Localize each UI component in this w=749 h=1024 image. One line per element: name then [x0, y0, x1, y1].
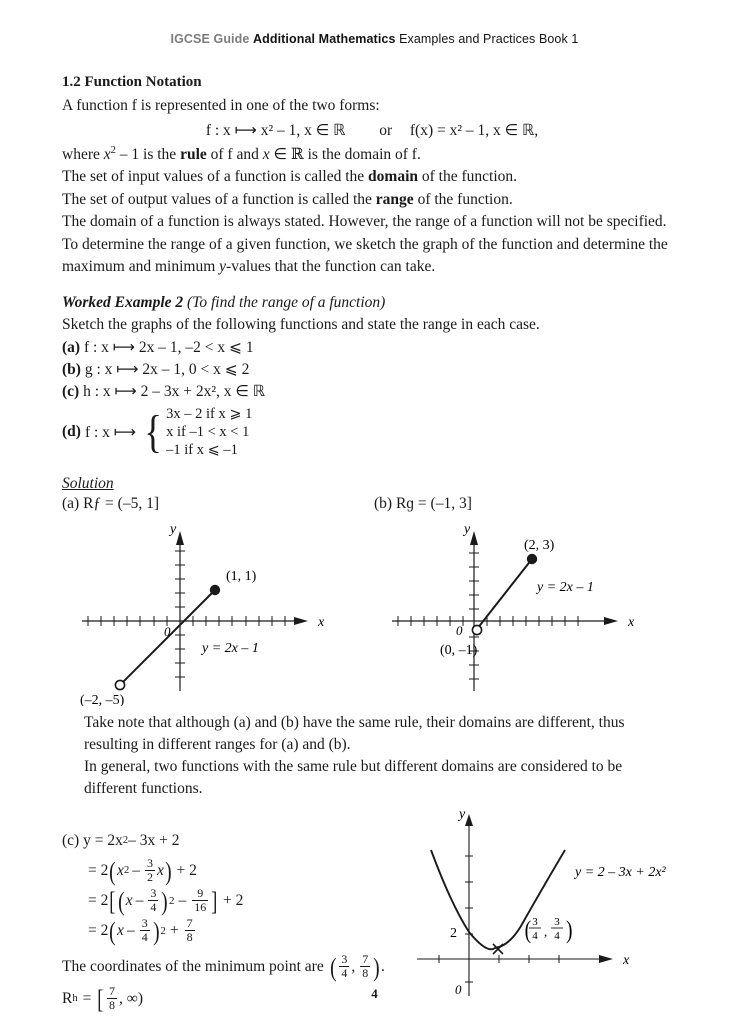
svg-text:,: ,: [544, 924, 548, 939]
graph-c-origin-label: 0: [455, 982, 462, 997]
worked-example-label: Worked Example 2: [62, 293, 184, 311]
graph-b-origin-label: 0: [456, 623, 463, 638]
part-c-line-3-x: x: [125, 892, 133, 909]
domain-definition-line: The set of input values of a function is called the domain of the function.: [62, 168, 518, 185]
part-c-line-3-lead: = 2: [88, 892, 109, 909]
equation-mapsto-form: f : x ⟼ x² – 1, x ∈ ℝ: [205, 121, 346, 139]
header-subject: Additional Mathematics: [253, 32, 396, 46]
fraction-nine-sixteenths: $\frac{9}{16}$: [194, 885, 207, 914]
svg-text:3: 3: [554, 916, 560, 928]
open-endpoint-marker: [472, 625, 481, 634]
paragraph-line-1: The domain of a function is always stated. However, the range of a function will not be specified.: [62, 213, 667, 230]
fraction-three-quarters: $\frac{3}{4}$: [150, 885, 157, 914]
part-c-line-1: (c) y = 2x 2 – 3x + 2: [62, 826, 392, 856]
answer-a: (a) Rƒ = (–5, 1]: [62, 495, 159, 512]
note-line-3: In general, two functions with the same rule but different domains are considered to be: [84, 758, 623, 775]
header-book-series: IGCSE Guide: [170, 32, 250, 46]
minimum-x-fraction: $\frac{3}{4}$: [341, 952, 348, 980]
part-c-line-1-rest: – 3x + 2: [128, 832, 180, 849]
item-d-label: (d): [62, 423, 81, 440]
graph-b: [382, 521, 662, 711]
page-header: [0, 32, 749, 46]
minimum-y-fraction: $\frac{7}{8}$: [362, 952, 369, 980]
graph-a: [72, 521, 352, 711]
answer-b: (b) Rɡ = (–1, 3]: [374, 495, 472, 512]
item-c: [62, 381, 682, 403]
graph-a-equation-label: y = 2x – 1: [202, 641, 259, 656]
graph-b-equation-label: y = 2x – 1: [537, 580, 594, 595]
part-c-line-2-minus: –: [132, 862, 140, 879]
graph-c-equation-label: y = 2 – 3x + 2x²: [575, 865, 666, 880]
item-a: [62, 337, 682, 359]
fraction-three-quarters-2: $\frac{3}{4}$: [141, 915, 148, 944]
graph-a-point-filled-label: (1, 1): [226, 569, 257, 584]
solution-heading: Solution: [62, 475, 114, 492]
worked-example-instruction: Sketch the graphs of the following functions and state the range in each case.: [62, 315, 540, 333]
page-footer: 4: [371, 986, 378, 1001]
graph-a-y-axis-label: y: [170, 522, 177, 537]
item-a-text: f : x ⟼ 2x – 1, –2 < x ⩽ 1: [83, 339, 254, 356]
part-c-line-4-minus: –: [126, 922, 135, 939]
part-c-line-4: = 2 ( x – $\frac{3}{4}$ ) 2 + $\frac{7}{8}$: [88, 915, 193, 946]
part-c-line-4-lead: = 2: [88, 922, 109, 939]
part-c-line-2-tail: + 2: [176, 862, 197, 879]
graph-a-origin-label: 0: [164, 624, 171, 639]
graph-c-x-axis-label: x: [623, 953, 630, 968]
graph-c-y-intercept-label: 2: [450, 926, 457, 941]
graph-c-y-axis-label: y: [459, 807, 466, 822]
function-notation-equation: [62, 119, 682, 142]
note-line-2: resulting in different ranges for (a) and (b).: [84, 736, 351, 753]
svg-text:4: 4: [532, 930, 538, 942]
open-endpoint-marker: [115, 680, 124, 689]
range-h-statement: R h = [ $\frac{7}{8}$ , ∞): [62, 984, 143, 1015]
graph-b-point-filled-label: (2, 3): [524, 538, 555, 553]
part-c-line-3-minus: –: [135, 892, 144, 909]
note-line-1: Take note that although (a) and (b) have the same rule, their domains are different, thus: [84, 714, 625, 731]
graph-b-point-open-label: (0, –1): [440, 643, 478, 658]
part-c-working: [62, 826, 392, 1015]
page-content: [62, 74, 682, 1016]
equation-fx-form: f(x) = x² – 1, x ∈ ℝ,: [409, 121, 539, 139]
item-c-label: (c): [62, 383, 80, 400]
minimum-point-text: The coordinates of the minimum point are: [62, 958, 324, 976]
intro-line: A function f is represented in one of the two forms:: [62, 97, 380, 114]
part-c-line-3-tail: + 2: [222, 892, 244, 909]
item-d: [62, 405, 682, 459]
range-h-fraction: $\frac{7}{8}$: [109, 984, 116, 1012]
note-paragraphs: [62, 712, 682, 800]
part-c-line-2-x: x: [117, 862, 124, 879]
answers-row: [62, 495, 682, 517]
note-line-4: different functions.: [84, 780, 203, 797]
fraction-three-halves: $\frac{3}{2}$: [146, 855, 153, 884]
graph-b-x-axis-label: x: [628, 615, 635, 630]
item-a-label: (a): [62, 339, 81, 356]
item-d-prefix: f : x ⟼: [84, 423, 137, 441]
range-h-label: R: [62, 990, 73, 1008]
section-title: 1.2 Function Notation: [62, 74, 202, 90]
piecewise-case-1: 3x – 2 if x ⩾ 1: [166, 406, 253, 422]
piecewise-case-3: –1 if x ⩽ –1: [166, 442, 238, 458]
graph-c-minimum-coordinate-label: [525, 916, 573, 944]
item-b-label: (b): [62, 361, 81, 378]
svg-text:(: (: [524, 915, 532, 944]
solution-section: [62, 475, 682, 493]
worked-example-title: [62, 294, 682, 312]
graphs-container: [62, 521, 682, 706]
fraction-seven-eighths: $\frac{7}{8}$: [186, 915, 193, 944]
piecewise-case-2: x if –1 < x < 1: [166, 424, 250, 440]
equation-or: or: [379, 121, 393, 139]
header-edition: Examples and Practices Book 1: [399, 32, 579, 46]
closed-endpoint-marker: [527, 554, 537, 564]
item-b-text: g : x ⟼ 2x – 1, 0 < x ⩽ 2: [84, 361, 250, 378]
part-c-line-2: = 2 ( x 2 – $\frac{3}{2}$ x ) + 2: [88, 855, 197, 886]
svg-text:): ): [565, 915, 573, 944]
part-c-line-2-var: x: [156, 862, 164, 879]
range-h-tail: , ∞): [119, 990, 143, 1008]
svg-text:4: 4: [554, 930, 560, 942]
graph-a-point-open-label: (–2, –5): [80, 693, 125, 706]
item-b: [62, 359, 682, 381]
minimum-point-period: .: [380, 958, 385, 976]
worked-example-items: [62, 337, 682, 459]
part-c-line-3: = 2 [ ( x – $\frac{3}{4}$ ) 2 – $\frac{9}{16}$ ] + 2: [88, 885, 244, 916]
range-definition-line: The set of output values of a function is called the range of the function.: [62, 190, 513, 208]
paragraph-line-3: maximum and minimum y-values that the function can take.: [62, 258, 436, 275]
rule-line: where $x^2 - 1$ is the rule of f and x ∈ ℝ is the domain of f.: [62, 144, 421, 163]
range-h-equals: =: [82, 990, 92, 1008]
part-c-line-4-x: x: [117, 922, 124, 939]
closed-endpoint-marker: [210, 585, 220, 595]
minimum-point-statement: The coordinates of the minimum point are ( $\frac{3}{4}$ , $\frac{7}{8}$ ) .: [62, 952, 385, 983]
part-c-line-1-prefix: (c) y = 2x: [62, 832, 123, 849]
paragraph-line-2: To determine the range of a given function, we sketch the graph of the function and determine the: [62, 235, 668, 253]
piecewise-cases: [166, 405, 252, 459]
part-c-line-2-lead: = 2: [88, 862, 109, 879]
graph-a-x-axis-label: x: [318, 615, 325, 630]
item-c-text: h : x ⟼ 2 – 3x + 2x², x ∈ ℝ: [83, 383, 266, 400]
piecewise-brace: {: [144, 405, 162, 457]
svg-text:3: 3: [532, 916, 538, 928]
part-c-line-4-plus: +: [169, 922, 179, 939]
graph-b-y-axis-label: y: [464, 522, 471, 537]
worked-example-subtitle: (To find the range of a function): [187, 293, 386, 311]
part-c-line-3-minus-2: –: [178, 892, 187, 909]
